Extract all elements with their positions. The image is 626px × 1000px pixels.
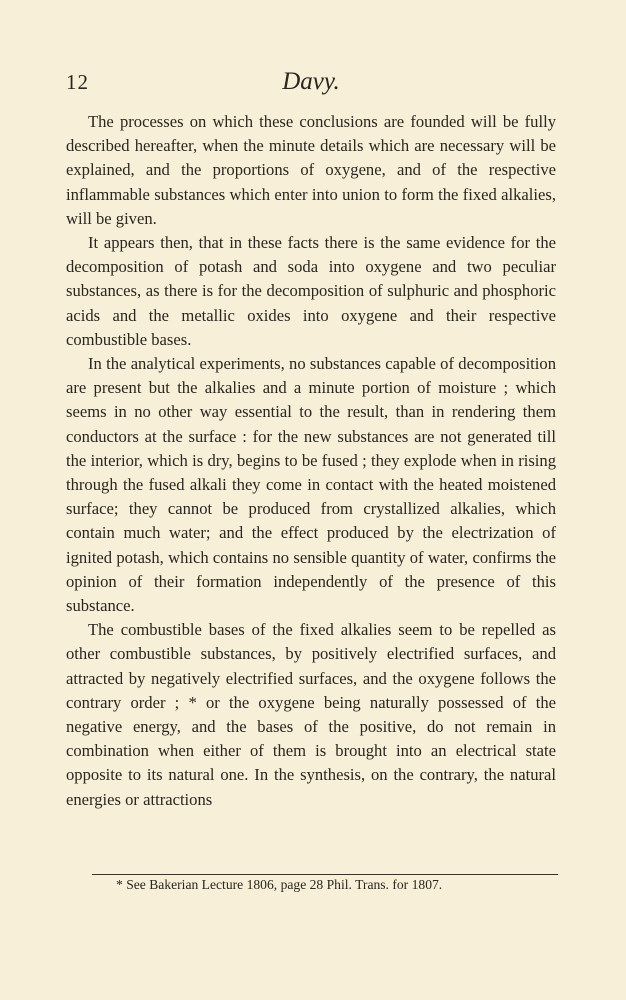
footnote-rule xyxy=(92,874,558,875)
paragraph: It appears then, that in these facts there is the same evidence for the decomposition of potash and soda into oxygene and two peculiar substances, as there is for the decomposition of sulphuric and phosphoric acids and the metallic oxides into oxygene and their respective combustible bases. xyxy=(66,233,556,349)
page-number: 12 xyxy=(66,70,89,94)
paragraph: The combustible bases of the fixed alkalies seem to be repelled as other combustible substances, by positively electrified surfaces, and attracted by negatively electrified surfaces, and the oxygene follows the contrary order ; * or the oxygene being naturally possessed of the negative energy, and the bases of the positive, do not remain in combination when either of them is brought into an electrical state opposite to its natural one. In the synthesis, on the contrary, the natural energies or attractions xyxy=(66,620,556,809)
paragraph: The processes on which these conclusions are founded will be fully described hereafter, when the minute details which are necessary will be explained, and the proportions of oxygene, and of the respective inflammable substances which enter into union to form the fixed alkalies, will be given. xyxy=(66,112,556,228)
body-text xyxy=(66,110,556,812)
running-title: Davy. xyxy=(282,68,340,95)
paragraph: In the analytical experiments, no substances capable of decomposition are present but the alkalies and a minute portion of moisture ; which seems in no other way essential to the result, than in rendering them conductors at the surface : for the new substances are not generated till the interior, which is dry, begins to be fused ; they explode when in rising through the fused alkali they come in contact with the heated moistened surface; they cannot be produced from crystallized alkalies, which contain much water; and the effect produced by the electrization of ignited potash, which contains no sensible quantity of water, confirms the opinion of their formation independently of the presence of this substance. xyxy=(66,354,556,616)
page-header xyxy=(66,62,556,102)
footnote: * See Bakerian Lecture 1806, page 28 Phil. Trans. for 1807. xyxy=(116,877,443,892)
